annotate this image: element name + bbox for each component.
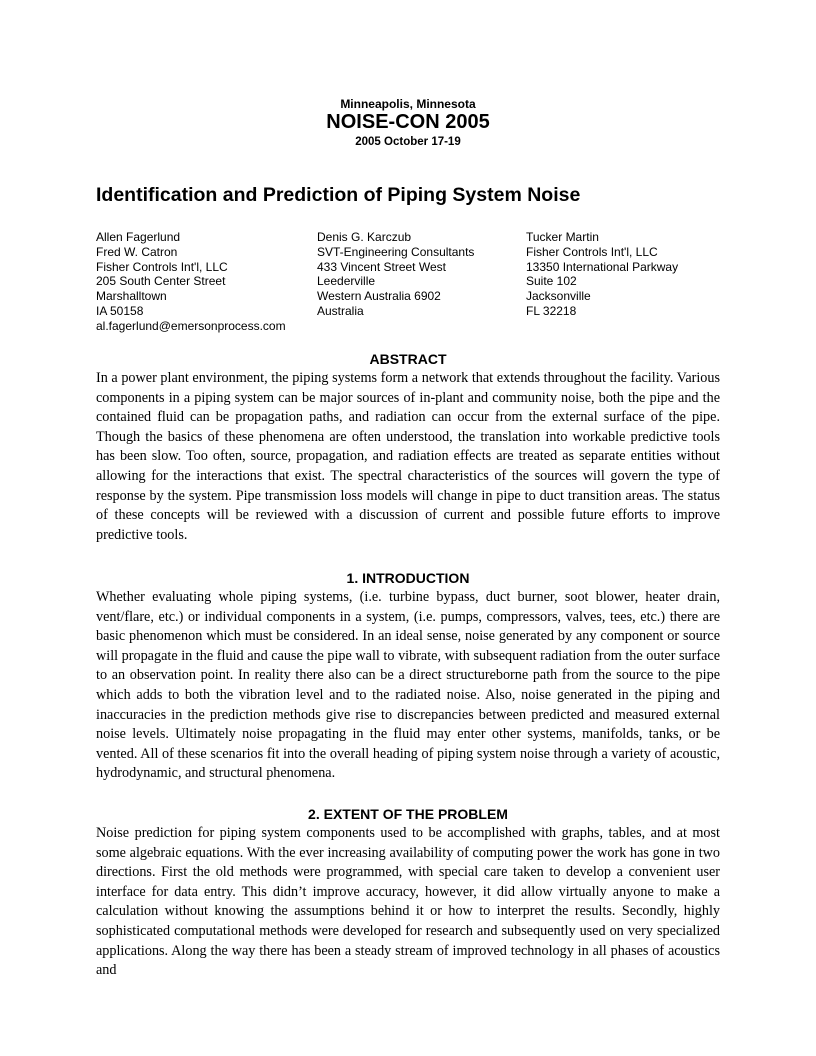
author-line: Jacksonville: [526, 289, 591, 304]
abstract-heading: ABSTRACT: [369, 351, 447, 367]
author-line: Fisher Controls Int'l, LLC: [526, 244, 658, 259]
author-line: Tucker Martin: [526, 230, 599, 244]
conference-location: Minneapolis, Minnesota: [340, 97, 476, 111]
author-line: 433 Vincent Street West: [317, 259, 446, 274]
introduction-heading: 1. INTRODUCTION: [346, 570, 470, 586]
author-line: Leederville: [317, 274, 376, 289]
abstract-text: In a power plant environment, the piping systems form a network that extends throughout the facility. Various components in a piping system can be major sources of in-plant and community noise, both the pipe and the contained fluid can be propagation paths, and radiation can occur from the external surface of the pipe. Though the basics of these phenomena are often understood, the translation into workable predictive tools has been slow. Too often, source, propagation, and radiation effects are treated as separate entities without allowing for the interactions that exist. The spectral characteristics of the sources will govern the type of response by the system. Pipe transmission loss models will change in pipe to duct transition areas. The status of these concepts will be reviewed with a discussion of current and possible future efforts to improve predictive tools.: [96, 370, 720, 543]
conference-name: NOISE-CON 2005: [326, 111, 490, 133]
author-line: Marshalltown: [96, 289, 167, 304]
paper-title: Identification and Prediction of Piping System Noise: [96, 184, 581, 206]
author-line: Allen Fagerlund: [96, 230, 181, 244]
author-line: 13350 International Parkway: [526, 259, 679, 274]
author-line: 205 South Center Street: [96, 274, 226, 289]
author-line: Fred W. Catron: [96, 244, 178, 259]
author-line: FL 32218: [526, 303, 577, 318]
author-block-3: [526, 230, 678, 319]
author-line: Fisher Controls Int'l, LLC: [96, 259, 228, 274]
extent-text: Noise prediction for piping system components used to be accomplished with graphs, tables, and at most some algebraic equations. With the ever increasing availability of computing power the work has gone in two directions. First the old methods were programmed, with special care taken to develop a convenient user interface for data entry. This didn’t improve accuracy, however, it did allow virtually anyone to make a calculation without knowing the assumptions behind it or how to interpret the results. Secondly, highly sophisticated computational methods were developed for research and subsequently used on very specialized applications. Along the way there has been a steady stream of improved technology in all phases of acoustics and: [96, 825, 720, 979]
introduction-text: Whether evaluating whole piping systems, (i.e. turbine bypass, duct burner, soot blower, heater drain, vent/flare, etc.) or individual components in a system, (i.e. pumps, compressors, valves, tees, etc.) there are basic phenomenon which must be considered. In an ideal sense, noise generated by any component or source will propagate in the fluid and cause the pipe wall to vibrate, with subsequent radiation from the outer surface to an observation point. In reality there also can be a direct structureborne path from the source to the pipe which adds to both the vibration level and to the radiated noise. Also, noise generated in the piping and inaccuracies in the prediction methods give rise to discrepancies between predicted and measured external noise levels. Ultimately noise propagating in the fluid may enter other systems, manifolds, tanks, or be vented. All of these scenarios fit into the overall heading of piping system noise through a variety of acoustic, hydrodynamic, and structural phenomena.: [96, 589, 720, 782]
author-line: Australia: [317, 303, 364, 318]
author-email: al.fagerlund@emersonprocess.com: [96, 318, 286, 333]
author-line: Denis G. Karczub: [317, 230, 412, 244]
extent-heading: 2. EXTENT OF THE PROBLEM: [308, 806, 508, 822]
author-line: SVT-Engineering Consultants: [317, 244, 475, 259]
author-line: Western Australia 6902: [317, 289, 441, 304]
author-line: Suite 102: [526, 274, 577, 289]
author-block-2: [317, 230, 474, 319]
author-line: IA 50158: [96, 303, 144, 318]
author-block-1: [96, 230, 286, 334]
conference-dates: 2005 October 17-19: [355, 136, 461, 148]
